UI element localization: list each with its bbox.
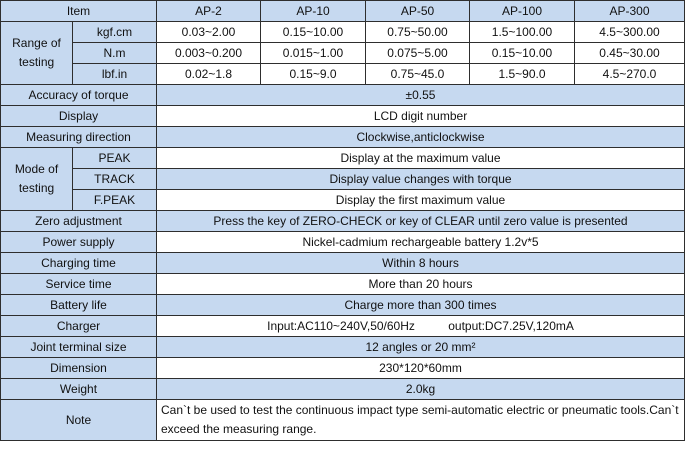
accuracy-row — [1, 85, 685, 106]
range-unit-lbfin: lbf.in — [73, 64, 157, 85]
range-unit-kgfcm: kgf.cm — [73, 22, 157, 43]
direction-value: Clockwise,anticlockwise — [157, 127, 685, 148]
mode-name-track: TRACK — [73, 169, 157, 190]
range-value: 0.75~50.00 — [366, 22, 470, 43]
mode-value-peak: Display at the maximum value — [157, 148, 685, 169]
mode-name-fpeak: F.PEAK — [73, 190, 157, 211]
mode-value-track: Display value changes with torque — [157, 169, 685, 190]
header-model-ap10: AP-10 — [261, 1, 366, 22]
header-model-ap300: AP-300 — [575, 1, 685, 22]
dimension-value: 230*120*60mm — [157, 358, 685, 379]
range-value: 0.75~45.0 — [366, 64, 470, 85]
charging-time-row — [1, 253, 685, 274]
header-row — [1, 1, 685, 22]
range-value: 0.15~10.00 — [470, 43, 575, 64]
joint-value: 12 angles or 20 mm² — [157, 337, 685, 358]
range-value: 0.45~30.00 — [575, 43, 685, 64]
header-model-ap50: AP-50 — [366, 1, 470, 22]
battery-life-value: Charge more than 300 times — [157, 295, 685, 316]
range-row-lbfin — [1, 64, 685, 85]
charging-time-label: Charging time — [1, 253, 157, 274]
battery-life-label: Battery life — [1, 295, 157, 316]
display-value: LCD digit number — [157, 106, 685, 127]
display-row — [1, 106, 685, 127]
accuracy-value: ±0.55 — [157, 85, 685, 106]
weight-row — [1, 379, 685, 400]
range-row-nm — [1, 43, 685, 64]
weight-value: 2.0kg — [157, 379, 685, 400]
zero-row — [1, 211, 685, 232]
range-value: 0.03~2.00 — [157, 22, 261, 43]
power-value: Nickel-cadmium rechargeable battery 1.2v*5 — [157, 232, 685, 253]
range-value: 0.15~9.0 — [261, 64, 366, 85]
weight-label: Weight — [1, 379, 157, 400]
service-time-row — [1, 274, 685, 295]
direction-row — [1, 127, 685, 148]
direction-label: Measuring direction — [1, 127, 157, 148]
dimension-row — [1, 358, 685, 379]
range-value: 0.015~1.00 — [261, 43, 366, 64]
power-label: Power supply — [1, 232, 157, 253]
header-model-ap2: AP-2 — [157, 1, 261, 22]
zero-label: Zero adjustment — [1, 211, 157, 232]
range-unit-nm: N.m — [73, 43, 157, 64]
service-time-label: Service time — [1, 274, 157, 295]
dimension-label: Dimension — [1, 358, 157, 379]
range-value: 0.15~10.00 — [261, 22, 366, 43]
mode-label: Mode of testing — [1, 148, 73, 211]
accuracy-label: Accuracy of torque — [1, 85, 157, 106]
note-label: Note — [1, 400, 157, 441]
power-row — [1, 232, 685, 253]
range-value: 1.5~90.0 — [470, 64, 575, 85]
mode-row-fpeak — [1, 190, 685, 211]
charger-label: Charger — [1, 316, 157, 337]
range-row-kgfcm — [1, 22, 685, 43]
mode-name-peak: PEAK — [73, 148, 157, 169]
range-value: 1.5~100.00 — [470, 22, 575, 43]
service-time-value: More than 20 hours — [157, 274, 685, 295]
mode-row-peak — [1, 148, 685, 169]
range-value: 4.5~270.0 — [575, 64, 685, 85]
header-model-ap100: AP-100 — [470, 1, 575, 22]
mode-row-track — [1, 169, 685, 190]
note-row — [1, 400, 685, 441]
range-label: Range of testing — [1, 22, 73, 85]
range-value: 0.075~5.00 — [366, 43, 470, 64]
range-value: 0.02~1.8 — [157, 64, 261, 85]
charger-row — [1, 316, 685, 337]
range-value: 4.5~300.00 — [575, 22, 685, 43]
battery-life-row — [1, 295, 685, 316]
mode-value-fpeak: Display the first maximum value — [157, 190, 685, 211]
joint-label: Joint terminal size — [1, 337, 157, 358]
charging-time-value: Within 8 hours — [157, 253, 685, 274]
range-value: 0.003~0.200 — [157, 43, 261, 64]
zero-value: Press the key of ZERO-CHECK or key of CLEAR until zero value is presented — [157, 211, 685, 232]
display-label: Display — [1, 106, 157, 127]
header-item-cell: Item — [1, 1, 157, 22]
note-value: Can`t be used to test the continuous impact type semi-automatic electric or pneumatic tools.Can`t exceed the measuring range. — [157, 400, 685, 441]
charger-value: Input:AC110~240V,50/60Hz output:DC7.25V,120mA — [157, 316, 685, 337]
joint-row — [1, 337, 685, 358]
